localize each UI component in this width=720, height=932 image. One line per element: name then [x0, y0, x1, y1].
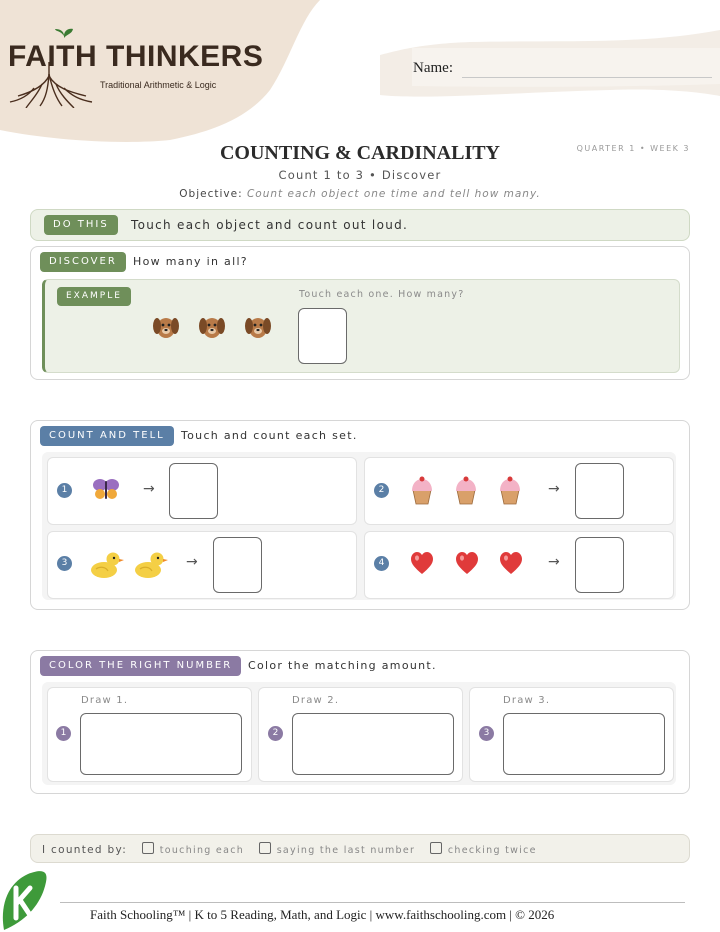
answer-box-4[interactable] [575, 537, 624, 593]
checkbox-option-2[interactable]: saying the last number [259, 844, 416, 856]
item-number: 4 [374, 556, 389, 571]
arrow-icon: → [186, 554, 198, 570]
page-subtitle: Count 1 to 3 • Discover [278, 168, 442, 182]
counted-by-row [42, 842, 537, 856]
arrow-icon: → [548, 554, 560, 570]
checkbox-icon[interactable] [430, 842, 442, 854]
draw-box-1[interactable] [80, 713, 242, 775]
checkbox-icon[interactable] [259, 842, 271, 854]
tagline: Traditional Arithmetic & Logic [100, 80, 217, 90]
footer-divider [60, 902, 685, 903]
discover-text: How many in all? [133, 255, 248, 268]
leaf-icon [54, 28, 74, 46]
faith-schooling-leaf-logo-icon [0, 868, 48, 932]
page-title: COUNTING & CARDINALITY [219, 142, 501, 164]
draw-label: Draw 3. [503, 695, 551, 706]
duck-icons [90, 550, 170, 580]
brand-logo: FAITH THINKERS [8, 40, 264, 73]
example-prompt: Touch each one. How many? [299, 289, 465, 300]
color-right-text: Color the matching amount. [248, 659, 437, 672]
item-number: 1 [57, 483, 72, 498]
heart-icons [411, 552, 523, 578]
header-background [0, 0, 720, 150]
counted-by-label: I counted by: [42, 844, 128, 856]
dog-icons [153, 312, 273, 342]
name-label: Name: [413, 60, 453, 76]
name-field[interactable] [462, 77, 712, 78]
draw-label: Draw 2. [292, 695, 340, 706]
discover-tag: DISCOVER [40, 252, 126, 272]
count-and-tell-text: Touch and count each set. [181, 429, 358, 442]
checkbox-option-1[interactable]: touching each [142, 844, 244, 856]
draw-box-3[interactable] [503, 713, 665, 775]
example-dogs [153, 312, 273, 346]
item-number: 2 [268, 726, 283, 741]
arrow-icon: → [143, 481, 155, 497]
objective-label: Objective: [179, 188, 243, 200]
item-number: 3 [57, 556, 72, 571]
quarter-week-label: QUARTER 1 • WEEK 3 [576, 144, 690, 153]
cupcake-icons [410, 476, 526, 506]
draw-label: Draw 1. [81, 695, 129, 706]
answer-box-1[interactable] [169, 463, 218, 519]
item-number: 3 [479, 726, 494, 741]
answer-box-3[interactable] [213, 537, 262, 593]
checkbox-option-3[interactable]: checking twice [430, 844, 537, 856]
butterfly-icon [92, 477, 120, 501]
do-this-tag: DO THIS [44, 215, 118, 235]
example-tag: EXAMPLE [57, 287, 131, 306]
objective-text: Count each object one time and tell how many. [246, 188, 541, 200]
do-this-text: Touch each object and count out loud. [131, 218, 409, 232]
answer-box-2[interactable] [575, 463, 624, 519]
objective [0, 188, 720, 200]
item-number: 1 [56, 726, 71, 741]
checkbox-icon[interactable] [142, 842, 154, 854]
draw-box-2[interactable] [292, 713, 454, 775]
arrow-icon: → [548, 481, 560, 497]
color-right-tag: COLOR THE RIGHT NUMBER [40, 656, 241, 676]
item-number: 2 [374, 483, 389, 498]
footer-text: Faith Schooling™ | K to 5 Reading, Math, and Logic | www.faithschooling.com | © 2026 [90, 907, 555, 922]
count-and-tell-tag: COUNT AND TELL [40, 426, 174, 446]
example-answer-box[interactable] [298, 308, 347, 364]
